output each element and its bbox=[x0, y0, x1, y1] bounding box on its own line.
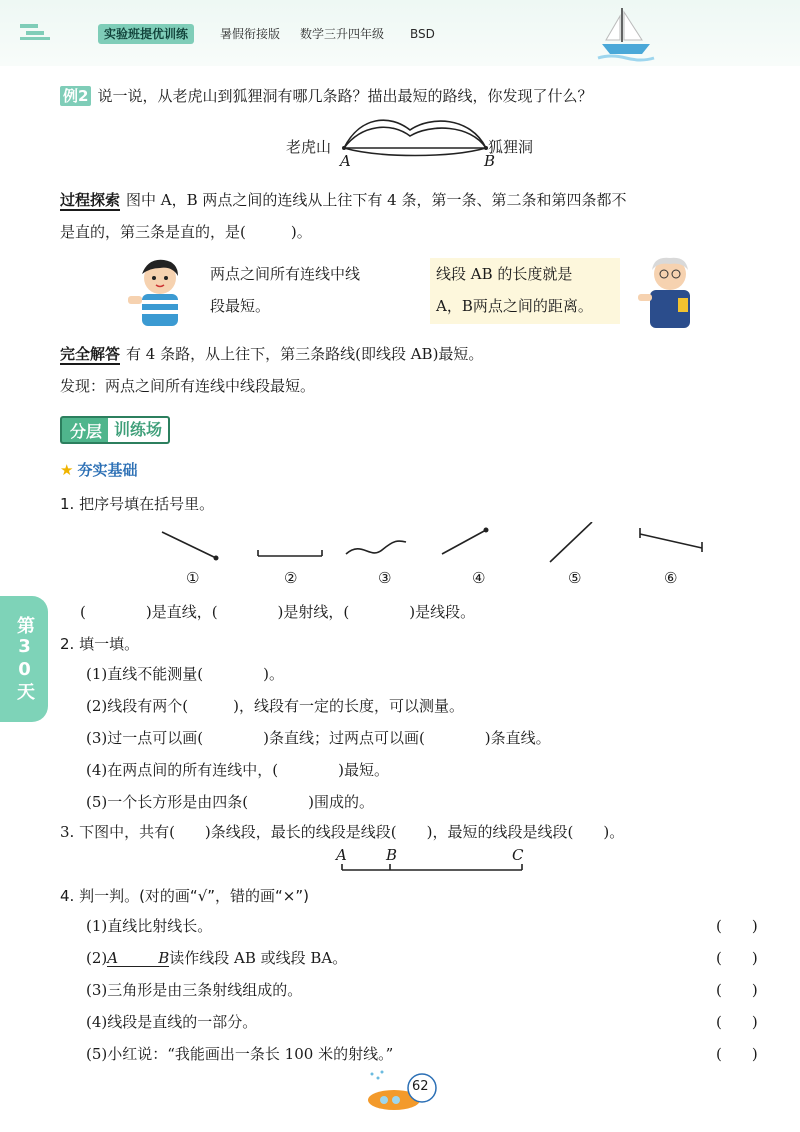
teacher-illustration bbox=[632, 252, 706, 332]
q3-text: 3. 下图中，共有( )条线段，最长的线段是线段( )，最短的线段是线段( )。 bbox=[60, 823, 625, 841]
teacher-speech-1: 线段 AB 的长度就是 bbox=[436, 265, 573, 283]
q2-item-5: (5)一个长方形是由四条( )围成的。 bbox=[86, 793, 374, 811]
q2-item-4: (4)在两点间的所有连线中，( )最短。 bbox=[86, 761, 389, 779]
q2-item-2: (2)线段有两个( )，线段有一定的长度，可以测量。 bbox=[86, 697, 464, 715]
edition-label: 暑假衔接版 bbox=[220, 27, 281, 41]
header-decoration bbox=[20, 22, 100, 42]
q4-item-5: (5)小红说：“我能画出一条长 100 米的射线。” bbox=[86, 1045, 394, 1063]
sailboat-icon bbox=[596, 6, 656, 62]
example-question: 例2 说一说，从老虎山到狐狸洞有哪几条路？描出最短的路线，你发现了什么？ bbox=[60, 84, 592, 108]
q1-label-5: ⑤ bbox=[568, 569, 582, 587]
q1-label-2: ② bbox=[284, 569, 298, 587]
q1-label-3: ③ bbox=[378, 569, 392, 587]
q3-point-c: C bbox=[512, 846, 524, 864]
q2-item-1: (1)直线不能测量( )。 bbox=[86, 665, 284, 683]
process-tag: 过程探索 bbox=[60, 191, 121, 209]
answer-line: 完全解答 有 4 条路，从上往下，第三条路线(即线段 AB)最短。 bbox=[60, 345, 484, 363]
q4-bracket-5[interactable]: ( ) bbox=[716, 1045, 758, 1063]
q3-point-b: B bbox=[386, 846, 398, 864]
q1-answer-line: ( )是直线，( )是射线，( )是线段。 bbox=[80, 603, 476, 621]
q4-item-1: (1)直线比射线长。 bbox=[86, 917, 213, 935]
process-line-2: 是直的，第三条是直的，是( )。 bbox=[60, 223, 312, 241]
boy-speech-2: 段最短。 bbox=[210, 297, 271, 315]
submarine-icon bbox=[364, 1070, 444, 1114]
q3-segment-figure bbox=[336, 860, 536, 876]
q4-bracket-3[interactable]: ( ) bbox=[716, 981, 758, 999]
q4-bracket-1[interactable]: ( ) bbox=[716, 917, 758, 935]
q2-title: 2. 填一填。 bbox=[60, 635, 140, 653]
q1-label-6: ⑥ bbox=[664, 569, 678, 587]
q4-item-4: (4)线段是直线的一部分。 bbox=[86, 1013, 258, 1031]
q4-bracket-4[interactable]: ( ) bbox=[716, 1013, 758, 1031]
q1-title: 1. 把序号填在括号里。 bbox=[60, 495, 215, 513]
section-banner: 分层 训练场 bbox=[60, 416, 170, 444]
series-badge: 实验班提优训练 bbox=[98, 24, 194, 44]
label-point-a: A bbox=[340, 152, 351, 170]
example-tag: 例2 bbox=[60, 86, 91, 106]
q1-figures bbox=[150, 522, 720, 566]
q3-point-a: A bbox=[336, 846, 347, 864]
boy-speech-1: 两点之间所有连线中线 bbox=[210, 265, 361, 283]
label-point-b: B bbox=[484, 152, 496, 170]
subsection-title: ★ 夯实基础 bbox=[60, 461, 138, 479]
star-icon: ★ bbox=[60, 461, 74, 479]
q1-label-4: ④ bbox=[472, 569, 486, 587]
label-tiger-mountain: 老虎山 bbox=[286, 138, 332, 156]
publisher-label: BSD bbox=[410, 27, 435, 41]
q2-item-3: (3)过一点可以画( )条直线；过两点可以画( )条直线。 bbox=[86, 729, 551, 747]
q4-item-3: (3)三角形是由三条射线组成的。 bbox=[86, 981, 303, 999]
q4-item-2: (2)A B 读作线段 AB 或线段 BA。 bbox=[86, 949, 348, 967]
q4-bracket-2[interactable]: ( ) bbox=[716, 949, 758, 967]
label-fox-cave: 狐狸洞 bbox=[488, 138, 534, 156]
path-diagram bbox=[330, 108, 500, 170]
boy-illustration bbox=[120, 256, 200, 336]
q1-label-1: ① bbox=[186, 569, 200, 587]
process-line-1: 过程探索 图中 A，B 两点之间的连线从上往下有 4 条，第一条、第二条和第四条都不 bbox=[60, 191, 627, 209]
discovery-line: 发现：两点之间所有连线中线段最短。 bbox=[60, 377, 316, 395]
day-side-tab: 第30天 bbox=[0, 596, 48, 722]
answer-tag: 完全解答 bbox=[60, 345, 121, 363]
q4-title: 4. 判一判。(对的画“√”，错的画“×”) bbox=[60, 887, 309, 905]
subject-label: 数学三升四年级 bbox=[300, 27, 385, 41]
page-number: 62 bbox=[412, 1079, 429, 1094]
teacher-speech-2: A，B两点之间的距离。 bbox=[436, 297, 593, 315]
